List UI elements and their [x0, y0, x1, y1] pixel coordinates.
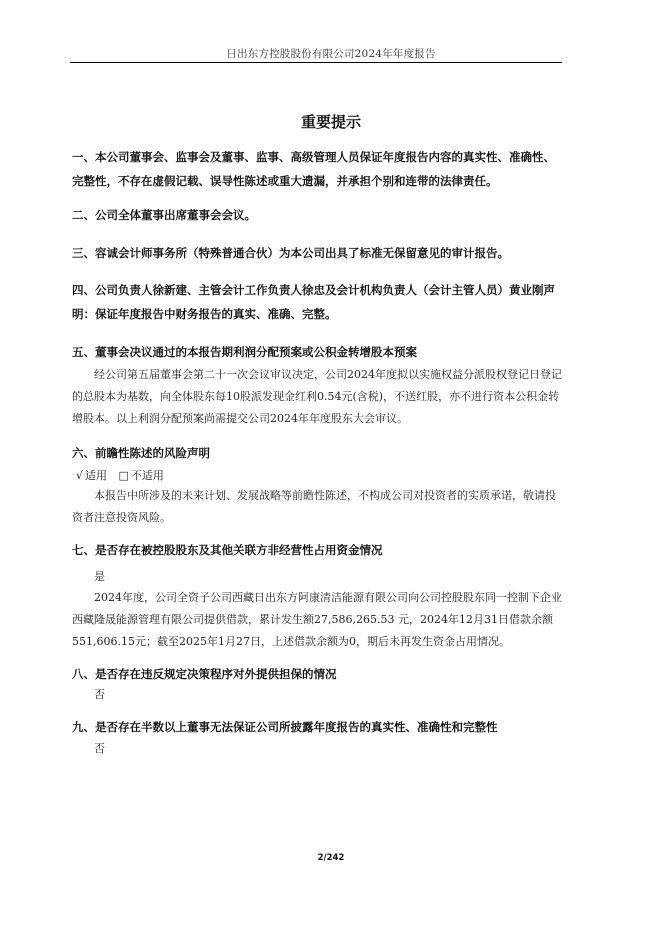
header-divider — [70, 62, 562, 63]
page-number: 2/242 — [317, 853, 345, 863]
section-9-answer: 否 — [94, 742, 105, 755]
statement-4: 四、公司负责人徐新建、主管会计工作负责人徐忠及会计机构负责人（会计主管人员）黄业刚声明：保证年度报告中财务报告的真实、准确、完整。 — [72, 283, 555, 321]
statement-3: 三、容诚会计师事务所（特殊普通合伙）为本公司出具了标准无保留意见的审计报告。 — [72, 246, 509, 260]
statement-2: 二、公司全体董事出席董事会会议。 — [72, 208, 256, 222]
section-7-body: 2024年度，公司全资子公司西藏日出东方阿康清洁能源有限公司向公司控股股东同一控制下企业西藏隆晟能源管理有限公司提供借款，累计发生额27,586,265.53 元，2024年12月31日借款余额551,606.15元；截至2025年1月27日，上述借款余额为0，期后未再发生资金占用情况。 — [72, 591, 562, 648]
statement-1: 一、本公司董事会、监事会及董事、监事、高级管理人员保证年度报告内容的真实性、准确性、完整性，不存在虚假记载、误导性陈述或重大遗漏，并承担个别和连带的法律责任。 — [72, 150, 555, 188]
section-7-heading: 七、是否存在被控股股东及其他关联方非经营性占用资金情况 — [72, 543, 383, 557]
not-applicable-label: 不适用 — [130, 469, 164, 482]
applicability-options — [76, 466, 166, 486]
checkmark-icon: √ — [76, 469, 84, 482]
page-title: 重要提示 — [300, 113, 361, 131]
applicable-label: 适用 — [85, 469, 108, 482]
section-8-heading: 八、是否存在违反规定决策程序对外提供担保的情况 — [72, 667, 337, 681]
section-9-heading: 九、是否存在半数以上董事无法保证公司所披露年度报告的真实性、准确性和完整性 — [72, 720, 498, 734]
section-6-heading: 六、前瞻性陈述的风险声明 — [72, 446, 210, 460]
section-5-heading: 五、董事会决议通过的本报告期利润分配预案或公积金转增股本预案 — [72, 345, 417, 359]
section-6-body: 本报告中所涉及的未来计划、发展战略等前瞻性陈述，不构成公司对投资者的实质承诺，敬请投资者注意投资风险。 — [72, 489, 556, 524]
section-5-body: 经公司第五届董事会第二十一次会议审议决定，公司2024年度拟以实施权益分派股权登记日登记的总股本为基数，向全体股东每10股派发现金红利0.54元(含税)，不送红股，亦不进行资本公积金转增股本。以上利润分配预案尚需提交公司2024年年度股东大会审议。 — [72, 368, 562, 425]
header-title: 日出东方控股股份有限公司2024年年度报告 — [226, 48, 436, 60]
section-8-answer: 否 — [94, 688, 105, 701]
checkbox-icon: □ — [118, 469, 129, 482]
section-7-answer: 是 — [94, 570, 105, 583]
